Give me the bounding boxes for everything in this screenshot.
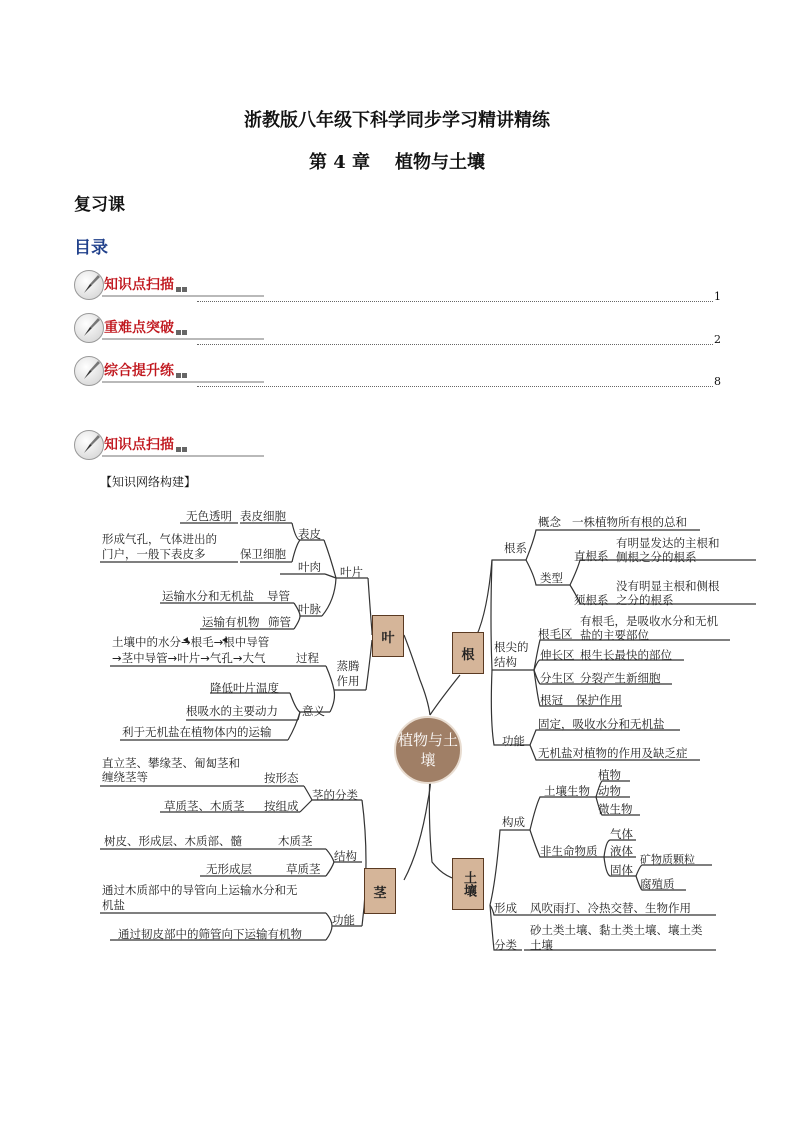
mm-stem-func-down: 通过韧皮部中的筛管向下运输有机物 <box>118 927 302 941</box>
mm-stem-types-2: 缠绕茎等 <box>102 770 148 784</box>
lesson-label: 复习课 <box>74 195 125 215</box>
mm-root-fibrous: 须根系 <box>574 593 609 607</box>
mm-leaf-ymai: 叶脉 <box>298 602 321 616</box>
mm-leaf-guocheng: 过程 <box>296 651 319 665</box>
mm-soil-nonliving: 非生命物质 <box>540 844 598 858</box>
mm-leaf-baowei: 保卫细胞 <box>240 547 286 561</box>
mm-root-type: 类型 <box>540 571 563 585</box>
mm-soil-class-1: 砂土类土壤、黏土类土壤、壤土类 <box>530 923 703 937</box>
leaf-node: 叶 <box>372 615 404 657</box>
mm-root-taproot: 直根系 <box>574 549 609 563</box>
mm-leaf-zhengteng: 蒸腾作用 <box>336 659 360 688</box>
mm-root-fibrous-1: 没有明显主根和侧根 <box>616 579 720 593</box>
mm-leaf-wuse: 无色透明 <box>186 509 232 523</box>
mm-leaf-path-1: 土壤中的水分→根毛→根中导管 <box>112 635 270 649</box>
mm-root-hair-1: 有根毛，是吸收水分和无机 <box>580 614 718 628</box>
mm-soil-plant: 植物 <box>598 768 621 782</box>
chapter-title: 第 4 章 植物与土壤 <box>308 152 486 173</box>
mindmap-center-node: 植物与土壤 <box>394 716 462 784</box>
toc-page-1: 1 <box>714 290 721 303</box>
mm-leaf-mineral: 利于无机盐在植物体内的运输 <box>122 725 272 739</box>
mm-root-hair: 根毛区 <box>538 627 573 641</box>
mm-stem-function: 功能 <box>332 913 355 927</box>
document-title: 浙教版八年级下科学同步学习精讲精练 <box>244 110 550 131</box>
mm-leaf-power: 根吸水的主要动力 <box>186 704 278 718</box>
toc-entry-label: 知识点扫描 <box>104 277 174 293</box>
soil-node-label: 土壤 <box>461 871 476 897</box>
section-badge-label: 知识点扫描 <box>104 437 174 453</box>
mm-root-tip-structure: 根尖的结构 <box>494 640 529 669</box>
mm-root-concept-text: 一株植物所有根的总和 <box>572 515 687 529</box>
mm-soil-form: 形成 <box>494 901 517 915</box>
mm-stem-types-1: 直立茎、攀缘茎、匍匐茎和 <box>102 756 240 770</box>
mm-soil-compose: 构成 <box>502 815 525 829</box>
mm-root-cap: 根冠 <box>540 693 563 707</box>
mm-root-taproot-1: 有明显发达的主根和 <box>616 536 720 550</box>
mm-root-hair-2: 盐的主要部位 <box>580 628 649 642</box>
mm-soil-mineral: 矿物质颗粒 <box>640 853 695 866</box>
mm-soil-bio: 土壤生物 <box>544 784 590 798</box>
stem-node: 茎 <box>364 868 396 914</box>
mindmap-subheading: 【知识网络构建】 <box>100 475 197 489</box>
mm-root-fibrous-2: 之分的根系 <box>616 593 674 607</box>
mm-soil-microbe: 微生物 <box>598 802 633 816</box>
toc-entry-label: 重难点突破 <box>104 320 174 336</box>
mm-soil-liquid: 液体 <box>610 844 633 858</box>
mm-stem-wood-parts: 树皮、形成层、木质部、髓 <box>104 834 242 848</box>
soil-node <box>452 858 484 910</box>
mm-leaf-path-2: →茎中导管→叶片→气孔→大气 <box>112 651 266 665</box>
mm-soil-gas: 气体 <box>610 827 633 841</box>
mm-stem-classify: 茎的分类 <box>312 788 358 802</box>
mm-stem-by-shape: 按形态 <box>264 771 299 785</box>
mm-root-meristem-desc: 分裂产生新细胞 <box>580 671 661 685</box>
mm-stem-no-cambium: 无形成层 <box>206 862 252 876</box>
mm-root-meristem: 分生区 <box>540 671 575 685</box>
mm-leaf-water: 运输水分和无机盐 <box>162 589 254 603</box>
mm-root-func-1: 固定，吸收水分和无机盐 <box>538 717 665 731</box>
mm-soil-solid: 固体 <box>610 863 633 877</box>
toc-page-2: 2 <box>714 333 721 346</box>
mm-leaf-cool: 降低叶片温度 <box>210 681 279 695</box>
toc-heading: 目录 <box>74 238 108 258</box>
mm-stem-wood-stem: 木质茎 <box>278 834 313 848</box>
mm-leaf-biaopi-xibao: 表皮细胞 <box>240 509 286 523</box>
mm-soil-animal: 动物 <box>598 784 621 798</box>
mm-soil-class: 分类 <box>494 938 517 952</box>
mm-stem-herb-stem: 草质茎 <box>286 862 321 876</box>
mm-leaf-organic: 运输有机物 <box>202 615 260 629</box>
toc-page-3: 8 <box>714 375 721 388</box>
mm-soil-form-desc: 风吹雨打、冷热交替、生物作用 <box>530 901 691 915</box>
mm-leaf-shaiguan: 筛管 <box>268 615 291 629</box>
root-node: 根 <box>452 632 484 674</box>
mm-root-concept: 概念 <box>538 515 561 529</box>
mm-stem-by-comp: 按组成 <box>264 799 299 813</box>
mm-root-function: 功能 <box>502 734 525 748</box>
mm-root-elong: 伸长区 <box>540 648 575 662</box>
mm-root-elong-desc: 根生长最快的部位 <box>580 648 672 662</box>
mm-root-taproot-2: 侧根之分的根系 <box>616 550 697 564</box>
mm-soil-humus: 腐殖质 <box>640 877 675 891</box>
mm-leaf-stomata-1: 形成气孔，气体进出的 <box>102 532 217 546</box>
mm-leaf-stomata-2: 门户，一般下表皮多 <box>102 547 206 561</box>
mm-leaf-yiyi: 意义 <box>302 704 325 718</box>
mm-stem-func-up-2: 机盐 <box>102 898 125 912</box>
mm-stem-structure: 结构 <box>334 849 357 863</box>
mm-root-cap-desc: 保护作用 <box>576 693 622 707</box>
mm-root-genxi: 根系 <box>504 541 527 555</box>
mm-leaf-daoguan: 导管 <box>267 589 290 603</box>
mm-soil-class-2: 土壤 <box>530 938 553 952</box>
toc-entry-label: 综合提升练 <box>104 363 174 379</box>
mm-leaf-yepian: 叶片 <box>340 565 363 579</box>
mm-leaf-yerou: 叶肉 <box>298 560 321 574</box>
mm-root-func-2: 无机盐对植物的作用及缺乏症 <box>538 746 688 760</box>
mm-stem-func-up-1: 通过木质部中的导管向上运输水分和无 <box>102 883 298 897</box>
mm-stem-herb-wood: 草质茎、木质茎 <box>164 799 245 813</box>
mm-leaf-biaopi: 表皮 <box>298 527 321 541</box>
